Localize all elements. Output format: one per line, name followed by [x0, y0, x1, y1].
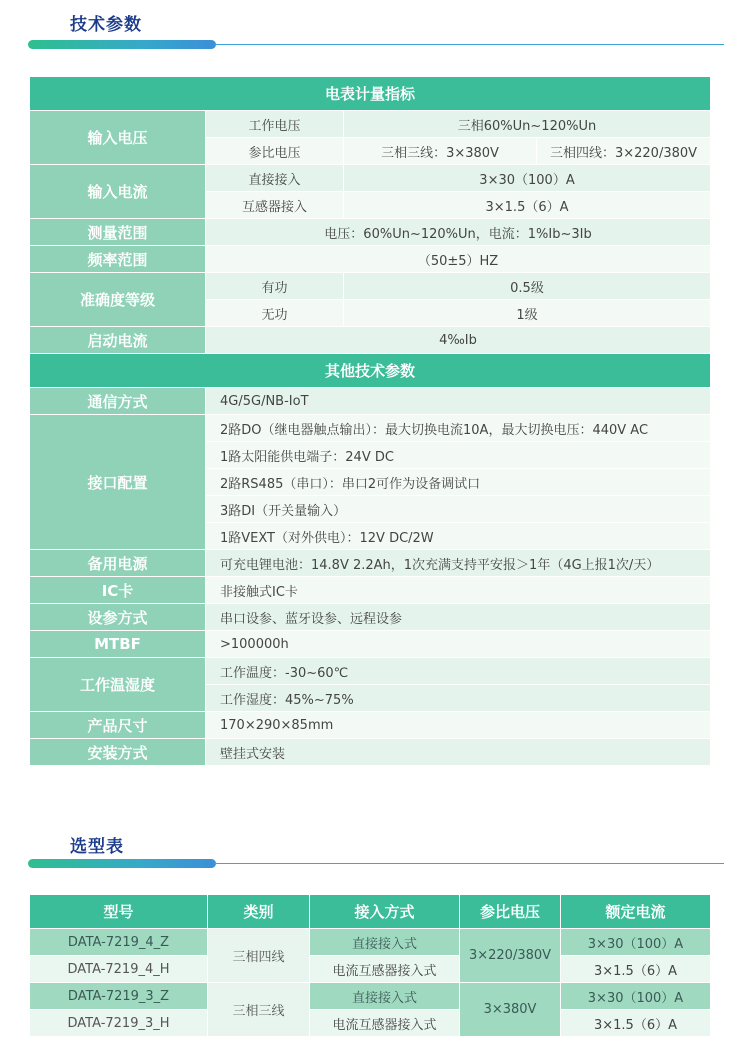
- ic-card-label: IC卡: [30, 577, 206, 604]
- temp-humidity-label: 工作温湿度: [30, 658, 206, 712]
- current-cell: 3×1.5（6）A: [561, 1010, 711, 1037]
- reactive-value: 1级: [344, 300, 711, 327]
- interface-line: 1路太阳能供电端子：24V DC: [206, 442, 711, 469]
- access-cell: 电流互感器接入式: [310, 1010, 460, 1037]
- access-cell: 直接接入式: [310, 929, 460, 956]
- reference-voltage-name: 参比电压: [206, 138, 344, 165]
- section-title-bar: [28, 40, 216, 49]
- interface-label: 接口配置: [30, 415, 206, 550]
- interface-line: 3路DI（开关量输入）: [206, 496, 711, 523]
- active-name: 有功: [206, 273, 344, 300]
- start-current-label: 启动电流: [30, 327, 206, 354]
- model-cell: DATA-7219_3_H: [30, 1010, 208, 1037]
- size-label: 产品尺寸: [30, 712, 206, 739]
- backup-power-value: 可充电锂电池：14.8V 2.2Ah，1次充满支持平安报＞1年（4G上报1次/天）: [206, 550, 711, 577]
- comm-label: 通信方式: [30, 388, 206, 415]
- freq-range-label: 频率范围: [30, 246, 206, 273]
- col-header-category: 类别: [208, 895, 310, 929]
- model-cell: DATA-7219_4_H: [30, 956, 208, 983]
- reactive-name: 无功: [206, 300, 344, 327]
- direct-access-name: 直接接入: [206, 165, 344, 192]
- transformer-access-value: 3×1.5（6）A: [344, 192, 711, 219]
- measure-range-value: 电压：60%Un~120%Un，电流：1%Ib~3Ib: [206, 219, 711, 246]
- start-current-value: 4‰Ib: [206, 327, 711, 354]
- section-title-selection: 选型表: [70, 837, 124, 857]
- mtbf-value: >100000h: [206, 631, 711, 658]
- transformer-access-name: 互感器接入: [206, 192, 344, 219]
- category-cell: 三相三线: [208, 983, 310, 1037]
- mtbf-label: MTBF: [30, 631, 206, 658]
- other-params-header: 其他技术参数: [30, 354, 711, 388]
- reference-voltage-3p3w: 三相三线：3×380V: [344, 138, 537, 165]
- metering-header: 电表计量指标: [30, 77, 711, 111]
- input-current-label: 输入电流: [30, 165, 206, 219]
- input-voltage-label: 输入电压: [30, 111, 206, 165]
- table-row: [30, 956, 711, 983]
- selection-table: [29, 894, 711, 1037]
- working-voltage-name: 工作电压: [206, 111, 344, 138]
- col-header-rated-current: 额定电流: [561, 895, 711, 929]
- current-cell: 3×30（100）A: [561, 929, 711, 956]
- install-label: 安装方式: [30, 739, 206, 766]
- reference-voltage-3p4w: 三相四线：3×220/380V: [537, 138, 711, 165]
- backup-power-label: 备用电源: [30, 550, 206, 577]
- install-value: 壁挂式安装: [206, 739, 711, 766]
- section-divider: [214, 44, 724, 45]
- param-setting-label: 设参方式: [30, 604, 206, 631]
- voltage-cell: 3×220/380V: [460, 929, 561, 983]
- col-header-ref-voltage: 参比电压: [460, 895, 561, 929]
- category-cell: 三相四线: [208, 929, 310, 983]
- param-setting-value: 串口设参、蓝牙设参、远程设参: [206, 604, 711, 631]
- interface-line: 2路DO（继电器触点输出）：最大切换电流10A，最大切换电压：440V AC: [206, 415, 711, 442]
- interface-line: 1路VEXT（对外供电）：12V DC/2W: [206, 523, 711, 550]
- section-title-tech-params: 技术参数: [70, 15, 142, 35]
- section-title-bar: [28, 859, 216, 868]
- direct-access-value: 3×30（100）A: [344, 165, 711, 192]
- table-row: [30, 1010, 711, 1037]
- accuracy-label: 准确度等级: [30, 273, 206, 327]
- measure-range-label: 测量范围: [30, 219, 206, 246]
- model-cell: DATA-7219_4_Z: [30, 929, 208, 956]
- access-cell: 直接接入式: [310, 983, 460, 1010]
- col-header-access: 接入方式: [310, 895, 460, 929]
- table-row: [30, 929, 711, 956]
- access-cell: 电流互感器接入式: [310, 956, 460, 983]
- freq-range-value: （50±5）HZ: [206, 246, 711, 273]
- working-temp-value: 工作温度：-30~60℃: [206, 658, 711, 685]
- active-value: 0.5级: [344, 273, 711, 300]
- section-divider: [214, 863, 724, 864]
- ic-card-value: 非接触式IC卡: [206, 577, 711, 604]
- current-cell: 3×30（100）A: [561, 983, 711, 1010]
- model-cell: DATA-7219_3_Z: [30, 983, 208, 1010]
- col-header-model: 型号: [30, 895, 208, 929]
- table-row: [30, 983, 711, 1010]
- working-humidity-value: 工作湿度：45%~75%: [206, 685, 711, 712]
- current-cell: 3×1.5（6）A: [561, 956, 711, 983]
- working-voltage-value: 三相60%Un~120%Un: [344, 111, 711, 138]
- comm-value: 4G/5G/NB-IoT: [206, 388, 711, 415]
- interface-line: 2路RS485（串口）：串口2可作为设备调试口: [206, 469, 711, 496]
- tech-params-table: [29, 76, 711, 766]
- size-value: 170×290×85mm: [206, 712, 711, 739]
- voltage-cell: 3×380V: [460, 983, 561, 1037]
